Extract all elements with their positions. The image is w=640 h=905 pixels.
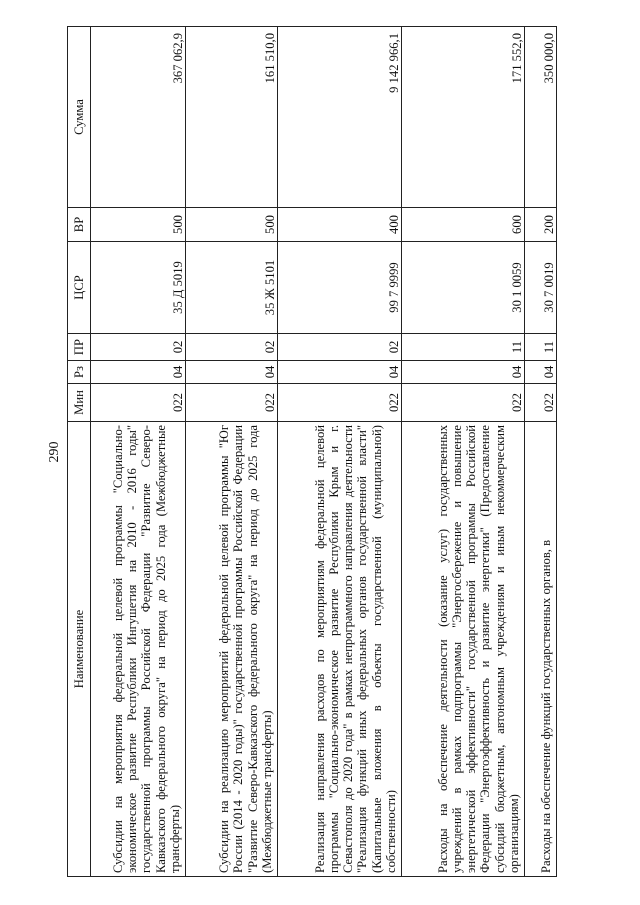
row-rz: 04 bbox=[278, 361, 402, 384]
row-vr: 500 bbox=[186, 208, 278, 242]
row-csr: 99 7 9999 bbox=[278, 242, 402, 334]
row-vr: 400 bbox=[278, 208, 402, 242]
header-row bbox=[68, 27, 91, 877]
row-min: 022 bbox=[525, 384, 557, 422]
row-sum: 350 000,0 bbox=[525, 27, 557, 208]
row-rz: 04 bbox=[91, 361, 186, 384]
header-sum: Сумма bbox=[68, 27, 91, 208]
table-row bbox=[278, 27, 402, 877]
page-number: 290 bbox=[47, 441, 62, 463]
header-min: Мин bbox=[68, 384, 91, 422]
row-vr: 600 bbox=[402, 208, 525, 242]
row-min: 022 bbox=[402, 384, 525, 422]
row-name: Расходы на обеспечение функций государственных органов, в bbox=[525, 422, 557, 877]
row-name: Субсидии на реализацию мероприятий федеральной целевой программы "Юг России (2014 - 2020 годы)" государственной программы Российской Федерации "Развитие Северо-Кавказского федерального округа" на период до 2025 года (Межбюджетные трансферты) bbox=[186, 422, 278, 877]
table-row bbox=[525, 27, 557, 877]
row-rz: 04 bbox=[525, 361, 557, 384]
row-rz: 04 bbox=[402, 361, 525, 384]
header-csr: ЦСР bbox=[68, 242, 91, 334]
row-vr: 500 bbox=[91, 208, 186, 242]
table-row bbox=[91, 27, 186, 877]
budget-table bbox=[67, 26, 557, 877]
table-row bbox=[402, 27, 525, 877]
row-min: 022 bbox=[91, 384, 186, 422]
row-sum: 367 062,9 bbox=[91, 27, 186, 208]
row-csr: 30 1 0059 bbox=[402, 242, 525, 334]
header-vr: ВР bbox=[68, 208, 91, 242]
row-pr: 11 bbox=[525, 334, 557, 361]
row-pr: 02 bbox=[91, 334, 186, 361]
header-rz: Рз bbox=[68, 361, 91, 384]
row-sum: 171 552,0 bbox=[402, 27, 525, 208]
row-pr: 02 bbox=[186, 334, 278, 361]
row-name: Реализация направления расходов по мероприятиям федеральной целевой программы "Социально-экономическое развитие Республики Крым и г. Севастополя до 2020 года" в рамках непрограммного направления деятельности "Реализация функций иных федеральных органов государственной власти" (Капитальные вложения в объекты государственной (муниципальной) собственности) bbox=[278, 422, 402, 877]
row-min: 022 bbox=[278, 384, 402, 422]
row-csr: 35 Д 5019 bbox=[91, 242, 186, 334]
row-sum: 9 142 966,1 bbox=[278, 27, 402, 208]
row-pr: 11 bbox=[402, 334, 525, 361]
row-csr: 35 Ж 5101 bbox=[186, 242, 278, 334]
table-row bbox=[186, 27, 278, 877]
row-csr: 30 7 0019 bbox=[525, 242, 557, 334]
header-name: Наименование bbox=[68, 422, 91, 877]
row-pr: 02 bbox=[278, 334, 402, 361]
row-name: Субсидии на мероприятия федеральной целевой программы "Социально-экономическое развитие Республики Ингушетия на 2010 - 2016 годы" государственной программы Российской Федерации "Развитие Северо-Кавказского федерального округа" на период до 2025 года (Межбюджетные трансферты) bbox=[91, 422, 186, 877]
row-min: 022 bbox=[186, 384, 278, 422]
row-name: Расходы на обеспечение деятельности (оказание услуг) государственных учреждений в рамках подпрограммы "Энергосбережение и повышение энергетической эффективности" государственной программы Российской Федерации "Энергоэффективность и развитие энергетики" (Предоставление субсидий бюджетным, автономным учреждениям и иным некоммерческим организациям) bbox=[402, 422, 525, 877]
row-rz: 04 bbox=[186, 361, 278, 384]
row-vr: 200 bbox=[525, 208, 557, 242]
header-pr: ПР bbox=[68, 334, 91, 361]
row-sum: 161 510,0 bbox=[186, 27, 278, 208]
rotated-page bbox=[47, 27, 592, 877]
